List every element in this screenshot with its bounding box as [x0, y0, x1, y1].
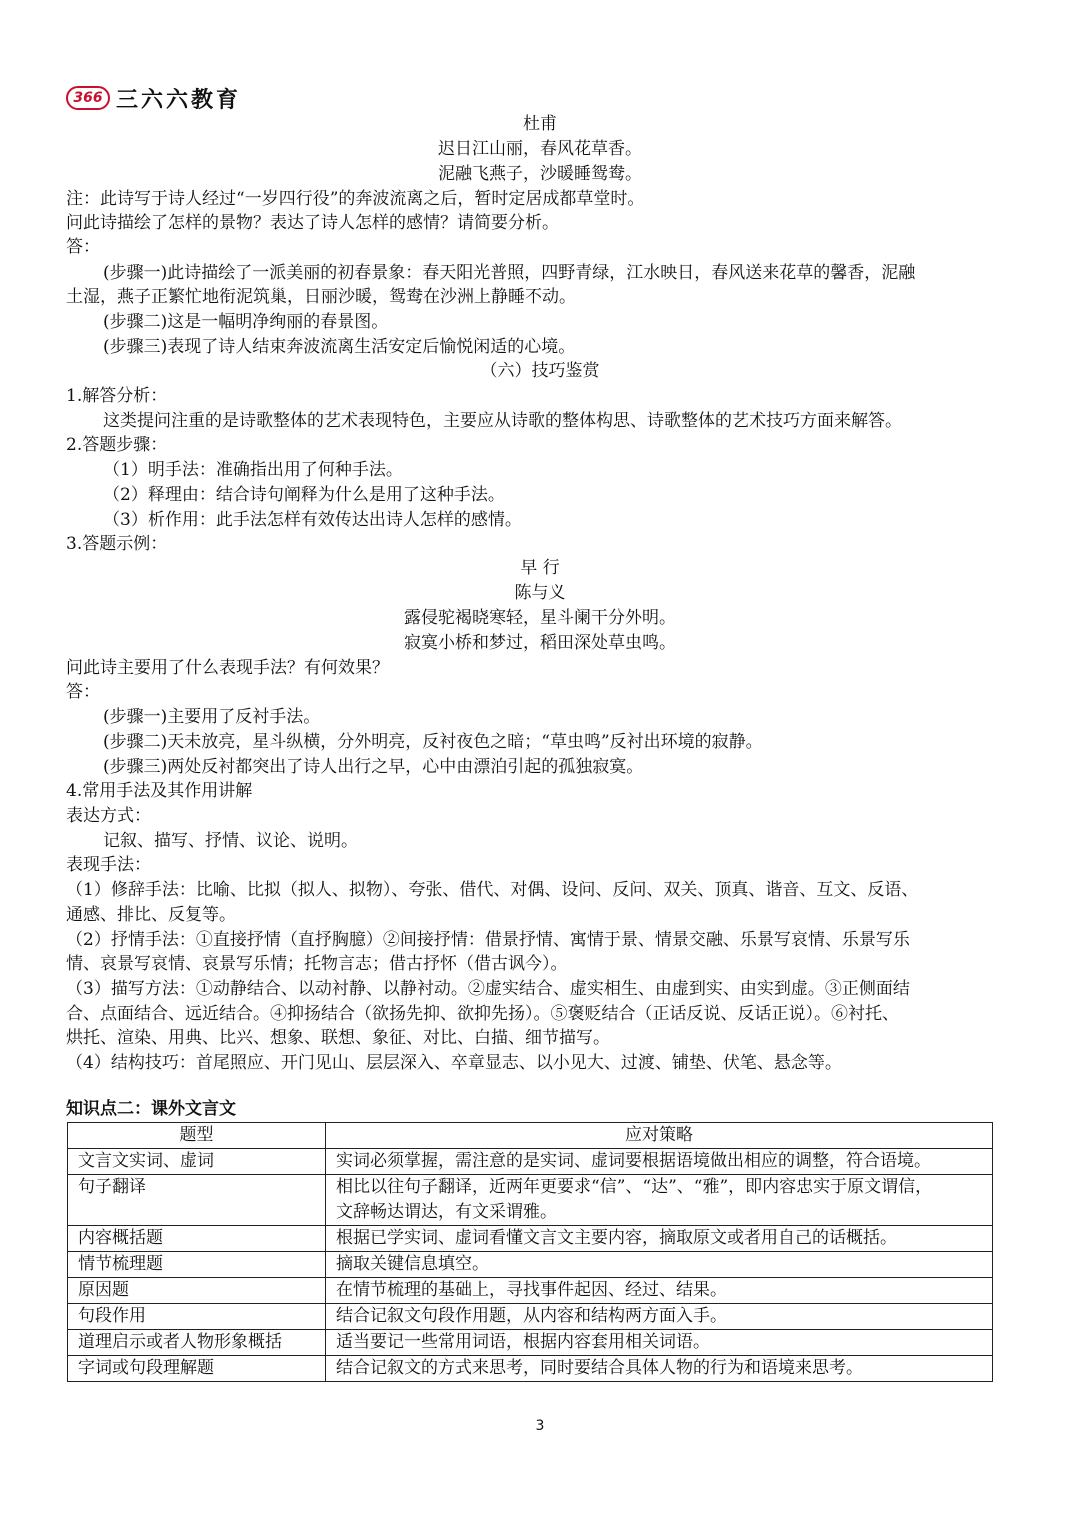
example-poem-author: 陈与义 [514, 583, 566, 603]
table-cell-strategy: 结合记叙文句段作用题，从内容和结构两方面入手。 [326, 1304, 993, 1330]
techniques-heading: 4.常用手法及其作用讲解 [66, 781, 253, 801]
section-title: （六）技巧鉴赏 [480, 361, 600, 381]
step-item: （3）析作用：此手法怎样有效传达出诗人怎样的感情。 [103, 510, 522, 530]
technique-line: （1）修辞手法：比喻、比拟（拟人、拟物）、夸张、借代、对偶、设问、反问、双关、顶真、谐音、互文、反语、 [66, 880, 919, 900]
table-row [68, 1149, 993, 1175]
knowledge-title: 知识点二：课外文言文 [66, 1099, 236, 1119]
table-cell-strategy: 结合记叙文的方式来思考，同时要结合具体人物的行为和语境来思考。 [326, 1356, 993, 1382]
step-item: （1）明手法：准确指出用了何种手法。 [103, 460, 403, 480]
technique-line: 合、点面结合、远近结合。④抑扬结合（欲扬先抑、欲抑先扬）。⑤褒贬结合（正话反说、反话正说）。⑥衬托、 [66, 1004, 899, 1024]
step-item: （2）释理由：结合诗句阐释为什么是用了这种手法。 [103, 485, 505, 505]
technique-line: 烘托、渲染、用典、比兴、想象、联想、象征、对比、白描、细节描写。 [66, 1028, 610, 1048]
answer-step: (步骤三)两处反衬都突出了诗人出行之早，心中由漂泊引起的孤独寂寞。 [103, 757, 644, 777]
table-cell-strategy: 在情节梳理的基础上，寻找事件起因、经过、结果。 [326, 1278, 993, 1304]
answer-label: 答： [66, 237, 100, 257]
table-cell-type: 句段作用 [68, 1304, 326, 1330]
table-cell-strategy: 摘取关键信息填空。 [326, 1252, 993, 1278]
page-number: 3 [535, 1418, 545, 1434]
table-row [68, 1304, 993, 1330]
table-header-cell: 应对策略 [326, 1123, 993, 1149]
table-row [68, 1330, 993, 1356]
table-row [68, 1175, 993, 1226]
analysis-heading: 1.解答分析： [66, 386, 168, 406]
expression-label: 表达方式： [66, 806, 151, 826]
table-cell-strategy: 实词必须掌握，需注意的是实词、虚词要根据语境做出相应的调整，符合语境。 [326, 1149, 993, 1175]
logo-badge: 366 [66, 86, 110, 110]
technique-line: 通感、排比、反复等。 [66, 905, 236, 925]
technique-line: 情、哀景写哀情、哀景写乐情；托物言志；借古抒怀（借古讽今）。 [66, 954, 568, 974]
table-cell-strategy: 适当要记一些常用词语，根据内容套用相关词语。 [326, 1330, 993, 1356]
answer-step: (步骤二)这是一幅明净绚丽的春景图。 [103, 312, 389, 332]
table-cell-type: 原因题 [68, 1278, 326, 1304]
table-cell-type: 文言文实词、虚词 [68, 1149, 326, 1175]
table-cell-type: 字词或句段理解题 [68, 1356, 326, 1382]
strategy-table [67, 1122, 993, 1382]
table-cell-type: 句子翻译 [68, 1175, 326, 1226]
answer-step: (步骤一)主要用了反衬手法。 [103, 707, 321, 727]
table-row [68, 1252, 993, 1278]
example-question: 问此诗主要用了什么表现手法？有何效果？ [66, 658, 389, 678]
table-cell-line: 相比以往句子翻译，近两年更要求“信”、“达”、“雅”，即内容忠实于原文谓信， [336, 1177, 933, 1197]
example-poem-line: 寂寞小桥和梦过，稻田深处草虫鸣。 [404, 633, 676, 653]
table-cell-type: 内容概括题 [68, 1226, 326, 1252]
table-row [68, 1356, 993, 1382]
poem-line: 泥融飞燕子，沙暖睡鸳鸯。 [438, 164, 642, 184]
technique-line: （4）结构技巧：首尾照应、开门见山、层层深入、卒章显志、以小见大、过渡、铺垫、伏笔、悬念等。 [66, 1053, 842, 1073]
example-heading: 3.答题示例： [66, 534, 168, 554]
example-poem-title: 早 行 [520, 558, 560, 578]
analysis-text: 这类提问注重的是诗歌整体的艺术表现特色，主要应从诗歌的整体构思、诗歌整体的艺术技巧方面来解答。 [103, 411, 902, 431]
technique-line: （2）抒情手法：①直接抒情（直抒胸臆）②间接抒情：借景抒情、寓情于景、情景交融、乐景写哀情、乐景写乐 [66, 930, 910, 950]
brand-logo [66, 83, 241, 113]
technique-line: （3）描写方法：①动静结合、以动衬静、以静衬动。②虚实结合、虚实相生、由虚到实、由实到虚。③正侧面结 [66, 979, 910, 999]
answer-step-cont: 土湿，燕子正繁忙地衔泥筑巢，日丽沙暖，鸳鸯在沙洲上静睡不动。 [66, 287, 576, 307]
logo-text: 三六六教育 [116, 87, 242, 113]
table-cell-strategy: 根据已学实词、虚词看懂文言文主要内容，摘取原文或者用自己的话概括。 [326, 1226, 993, 1252]
answer-step: (步骤三)表现了诗人结束奔波流离生活安定后愉悦闲适的心境。 [103, 337, 576, 357]
answer-step: (步骤一)此诗描绘了一派美丽的初春景象：春天阳光普照，四野青绿，江水映日，春风送来花草的馨香，泥融 [103, 263, 916, 283]
poem-line: 迟日江山丽，春风花草香。 [438, 139, 642, 159]
poem-author: 杜甫 [523, 114, 557, 134]
note-text: 注：此诗写于诗人经过“一岁四行役”的奔波流离之后，暂时定居成都草堂时。 [66, 189, 645, 209]
example-poem-line: 露侵驼褐晓寒轻，星斗阑干分外明。 [404, 608, 676, 628]
table-cell-strategy [326, 1175, 993, 1226]
steps-heading: 2.答题步骤： [66, 435, 168, 455]
answer-step: (步骤二)天未放亮，星斗纵横，分外明亮，反衬夜色之暗；“草虫鸣”反衬出环境的寂静。 [103, 732, 763, 752]
expression-text: 记叙、描写、抒情、议论、说明。 [103, 831, 358, 851]
table-header-cell: 题型 [68, 1123, 326, 1149]
table-cell-type: 道理启示或者人物形象概括 [68, 1330, 326, 1356]
table-row [68, 1226, 993, 1252]
table-cell-line: 文辞畅达谓达，有文采谓雅。 [336, 1202, 557, 1222]
table-cell-type: 情节梳理题 [68, 1252, 326, 1278]
table-row [68, 1278, 993, 1304]
performance-label: 表现手法： [66, 855, 151, 875]
question-text: 问此诗描绘了怎样的景物？表达了诗人怎样的感情？请简要分析。 [66, 213, 559, 233]
answer-label: 答： [66, 682, 100, 702]
table-header-row [68, 1123, 993, 1149]
